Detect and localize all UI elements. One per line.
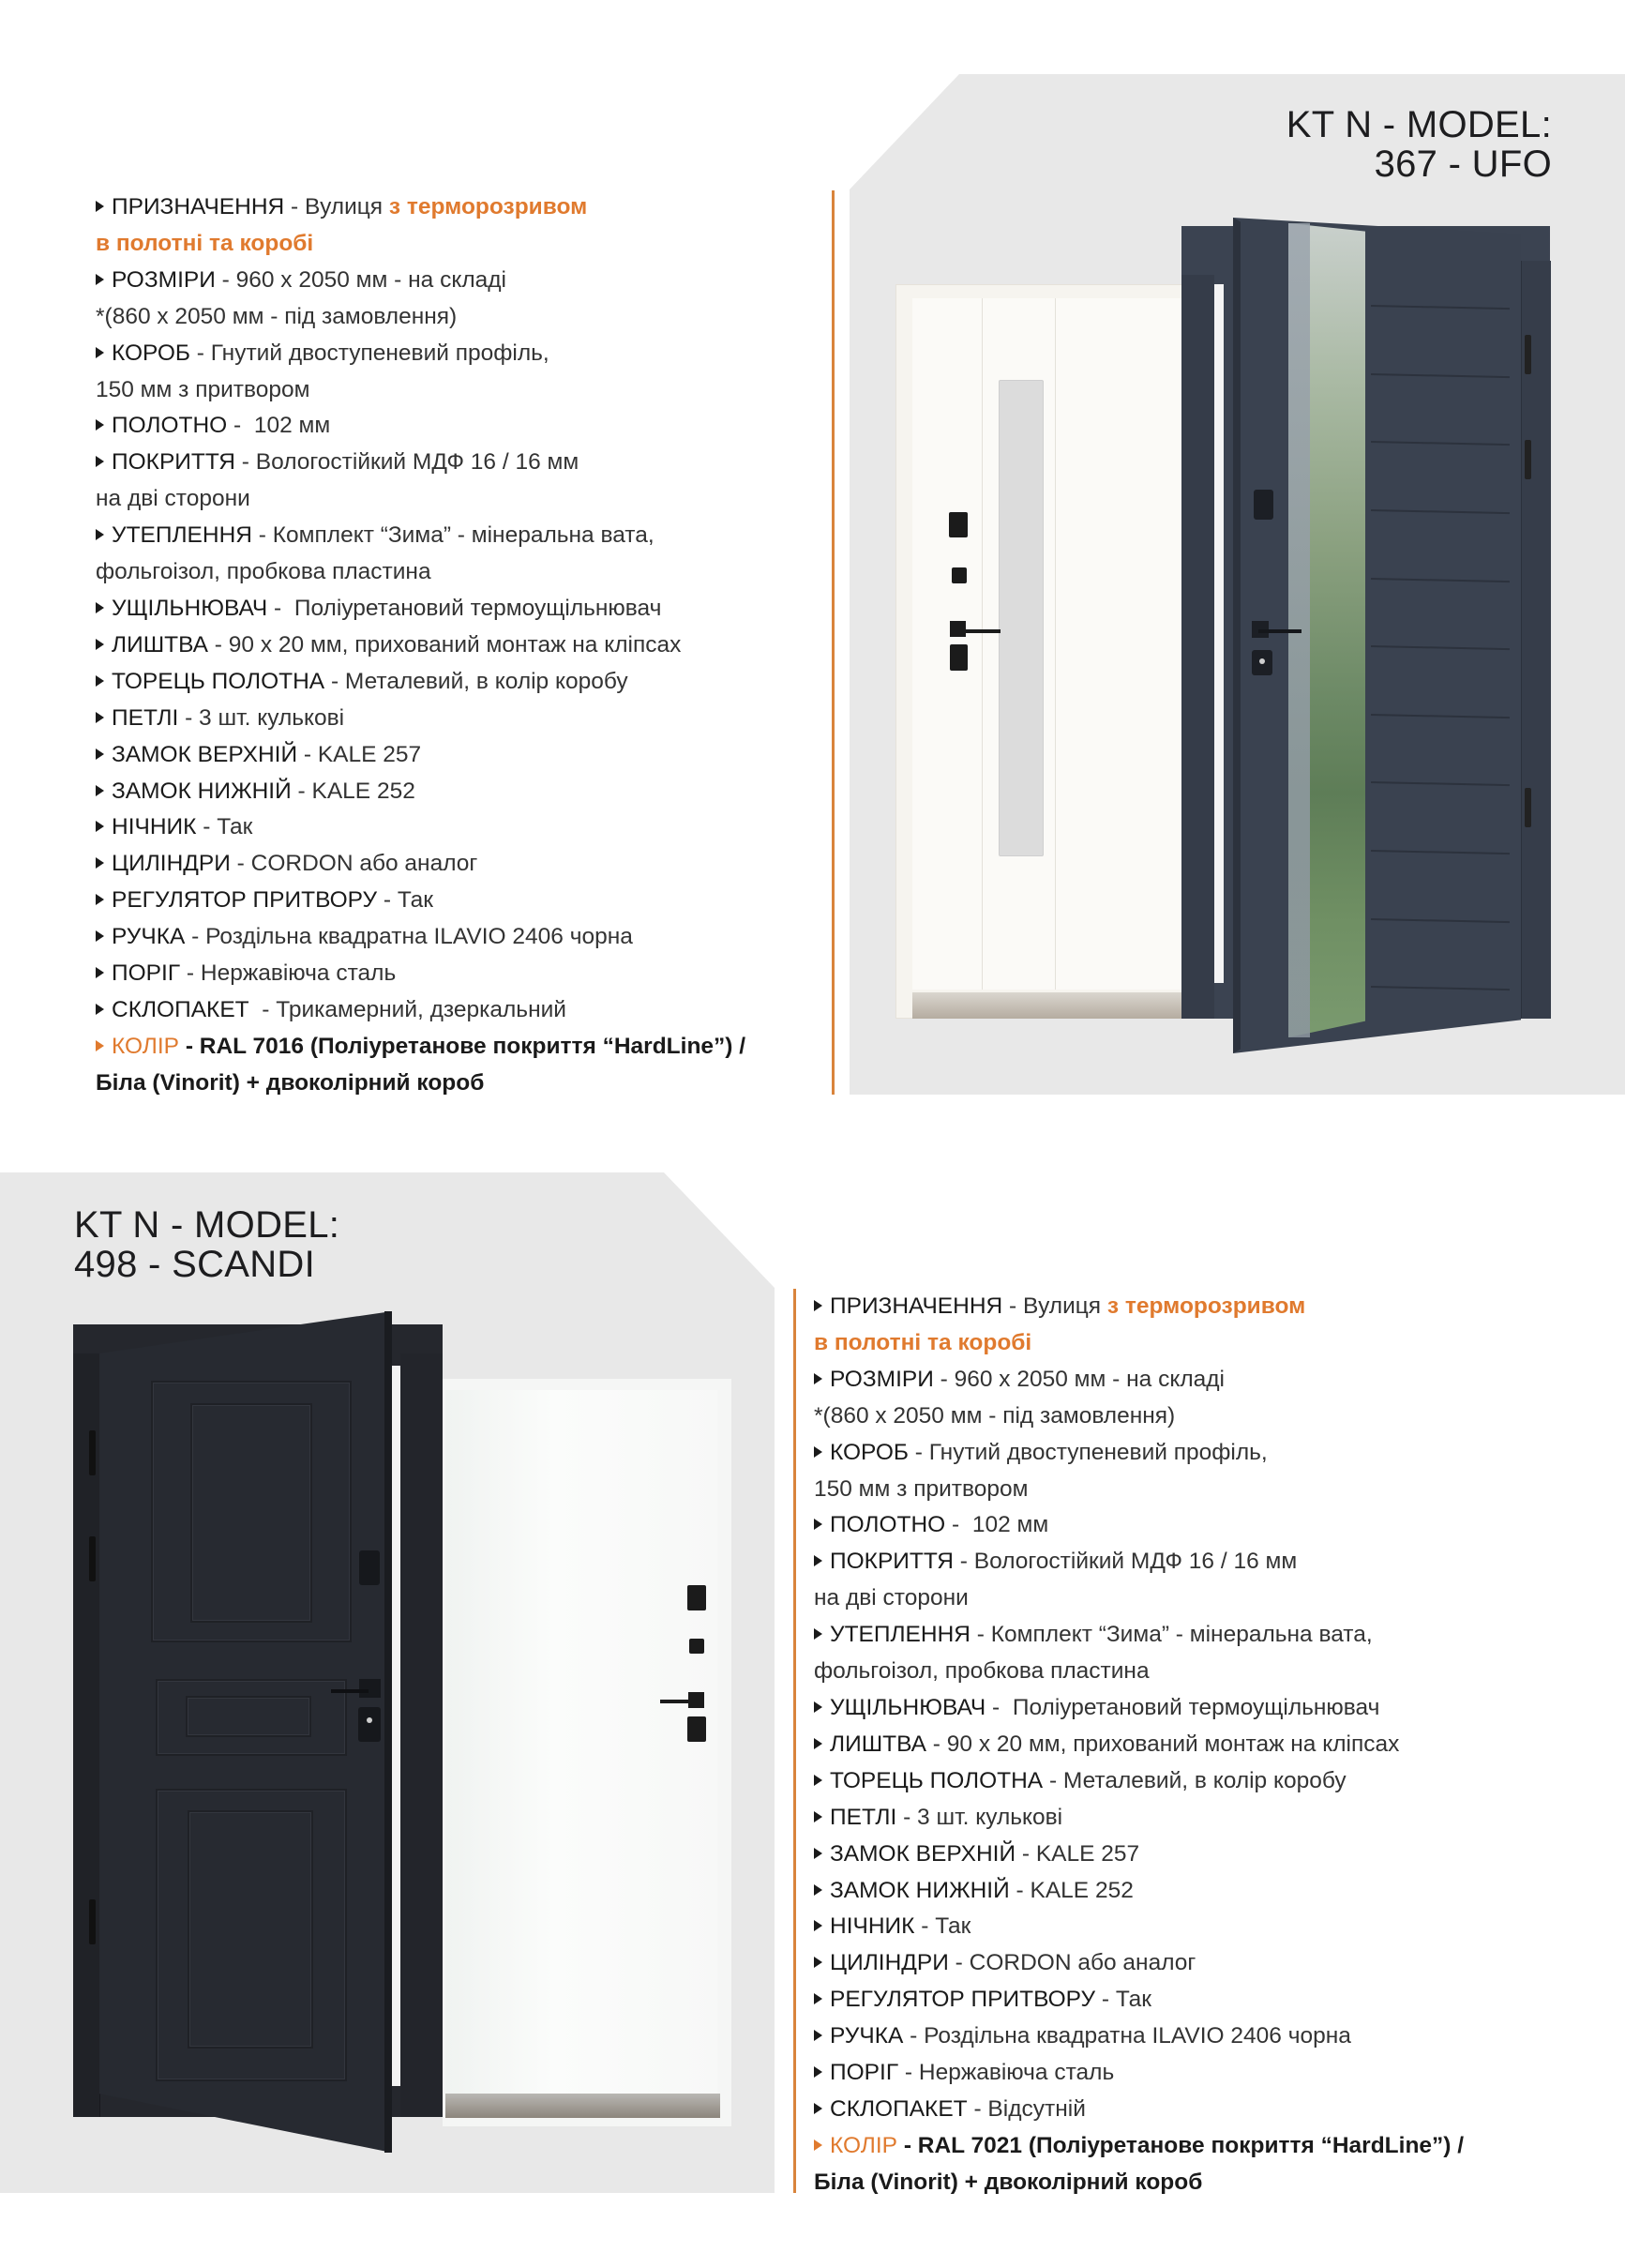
spec-separator: - [1009, 1877, 1031, 1903]
spec-item [96, 627, 745, 664]
frame-gap-slot [1214, 284, 1224, 983]
spec-value: Вулиця [1023, 1293, 1107, 1319]
frame-right-jamb [1521, 261, 1551, 1019]
spec-value: фольгоізол, пробкова пластина [96, 559, 431, 585]
door-exterior-leaf [1233, 218, 1521, 1053]
spec-separator: - [180, 960, 201, 987]
spec-separator: - [297, 741, 318, 767]
spec-value: Комплект “Зима” - мінеральна вата, [990, 1622, 1373, 1648]
spec-key: ЛИШТВА [112, 631, 208, 658]
spec-separator: - [933, 1366, 955, 1392]
bullet-triangle-icon [814, 2139, 822, 2151]
spec-value: Трикамерний, дзеркальний [276, 996, 566, 1022]
model-title [74, 1205, 339, 1284]
spec-value: на дві сторони [96, 486, 250, 512]
frame-inner-jamb [1181, 275, 1214, 1019]
spec-value: KALE 252 [1030, 1877, 1134, 1903]
spec-value: 3 шт. кулькові [199, 704, 345, 731]
spec-continuation-line [96, 299, 745, 336]
bullet-triangle-icon [814, 1701, 822, 1713]
spec-continuation-line [814, 1325, 1464, 1362]
spec-value: *(860 x 2050 мм - під замовлення) [814, 1402, 1176, 1429]
door-handle-icon [956, 629, 1001, 633]
bullet-triangle-icon [96, 201, 104, 212]
night-latch-icon [1254, 490, 1273, 520]
spec-key: ТОРЕЦЬ ПОЛОТНА [830, 1767, 1044, 1793]
spec-item [96, 846, 745, 883]
spec-item [814, 2092, 1464, 2128]
spec-key: РЕГУЛЯТОР ПРИТВОРУ [112, 887, 378, 914]
bullet-triangle-icon [96, 1004, 104, 1015]
spec-continuation-line [814, 1580, 1464, 1617]
spec-continuation-line [96, 226, 745, 263]
bullet-triangle-icon [96, 529, 104, 540]
bullet-triangle-icon [814, 1993, 822, 2004]
door-handle-icon [660, 1700, 698, 1703]
spec-item [96, 336, 745, 372]
spec-item [96, 263, 745, 299]
spec-separator: - [986, 1694, 1013, 1720]
spec-separator: - [1002, 1293, 1024, 1319]
spec-value: 960 x 2050 мм - на складі [235, 266, 506, 293]
spec-separator: - [967, 2095, 988, 2122]
accent-divider-line [832, 190, 835, 1095]
hinge-icon [89, 1899, 96, 1944]
handle-rose-icon [359, 1679, 381, 1698]
spec-separator: - [377, 887, 398, 914]
night-latch-icon [949, 512, 968, 537]
spec-key: УТЕПЛЕННЯ [830, 1622, 970, 1648]
spec-item [814, 1362, 1464, 1399]
spec-value: Вулиця [305, 194, 389, 219]
spec-separator: - [267, 595, 294, 621]
spec-key: КОРОБ [112, 340, 190, 366]
spec-value: Металевий, в колір коробу [344, 668, 628, 694]
spec-separator: - [185, 924, 206, 950]
spec-separator: - [190, 340, 211, 366]
spec-item [814, 1435, 1464, 1472]
spec-key: СКЛОПАКЕТ [830, 2095, 968, 2122]
spec-value: Так [217, 814, 253, 840]
door-interior-groove [1055, 298, 1056, 990]
spec-highlight: в полотні та коробі [96, 230, 314, 256]
door-image-367-ufo [891, 211, 1557, 1060]
spec-value: Поліуретановий термоущільнювач [293, 595, 662, 621]
spec-value: CORDON або аналог [969, 1950, 1196, 1976]
bullet-triangle-icon [814, 1300, 822, 1311]
spec-item [814, 1873, 1464, 1910]
spec-item [96, 1029, 745, 1066]
spec-item [96, 591, 745, 627]
spec-separator: - [248, 996, 277, 1022]
bullet-triangle-icon [96, 785, 104, 796]
bullet-triangle-icon [814, 2030, 822, 2041]
spec-separator: - [898, 2060, 919, 2086]
spec-key: УЩІЛЬНЮВАЧ [830, 1694, 986, 1720]
model-title-line2: 498 - SCANDI [74, 1244, 316, 1285]
spec-item [814, 1727, 1464, 1763]
spec-value: Нержавіюча сталь [200, 960, 397, 987]
spec-continuation-line [814, 1399, 1464, 1435]
bullet-triangle-icon [814, 1957, 822, 1968]
bullet-triangle-icon [814, 2103, 822, 2114]
spec-separator: - [925, 1731, 947, 1757]
door-leaf-edge [384, 1311, 392, 2153]
spec-value: 102 мм [253, 413, 331, 439]
hinge-icon [1525, 788, 1531, 827]
door-interior-leaf [445, 1390, 717, 2094]
spec-separator: - [903, 2023, 925, 2049]
spec-item [96, 445, 745, 481]
bullet-triangle-icon [814, 1738, 822, 1749]
bullet-triangle-icon [814, 1775, 822, 1786]
spec-value: 150 мм з притвором [96, 376, 310, 402]
spec-separator: - [970, 1622, 991, 1648]
spec-value: 90 x 20 мм, прихований монтаж на кліпсах [228, 631, 682, 658]
spec-item [96, 189, 745, 226]
spec-key: ТОРЕЦЬ ПОЛОТНА [112, 668, 325, 694]
hinge-icon [1525, 335, 1531, 374]
spec-item [96, 774, 745, 810]
night-latch-icon [359, 1550, 380, 1585]
spec-key: НІЧНИК [112, 814, 197, 840]
spec-separator: - [284, 194, 306, 219]
spec-continuation-line [814, 2165, 1464, 2201]
door-image-498-scandi [66, 1304, 741, 2167]
bullet-triangle-icon [96, 930, 104, 942]
spec-item [814, 1690, 1464, 1727]
spec-item [814, 1763, 1464, 1800]
spec-key: ПОРІГ [112, 960, 181, 987]
spec-highlight: з терморозривом [1106, 1293, 1306, 1319]
spec-item [814, 1544, 1464, 1580]
spec-key: ПЕТЛІ [830, 1804, 897, 1830]
spec-value: Вологостійкий МДФ 16 / 16 мм [973, 1549, 1298, 1575]
spec-value: KALE 257 [1035, 1840, 1140, 1867]
bullet-triangle-icon [814, 1373, 822, 1384]
spec-value: Комплект “Зима” - мінеральна вата, [272, 522, 655, 549]
accent-divider-line [793, 1289, 796, 2193]
bullet-triangle-icon [814, 1519, 822, 1530]
spec-key: ПОЛОТНО [112, 413, 228, 439]
spec-separator: - [914, 1913, 936, 1940]
spec-value: Роздільна квадратна ILAVIO 2406 чорна [205, 924, 633, 950]
spec-key: ПОЛОТНО [830, 1512, 946, 1538]
bullet-triangle-icon [96, 419, 104, 431]
spec-item [96, 992, 745, 1029]
lower-lock-icon [358, 1707, 381, 1742]
moulding-inner-middle [186, 1696, 311, 1737]
spec-separator: - [909, 1439, 929, 1465]
keyhole-icon [367, 1717, 372, 1723]
spec-value: 102 мм [971, 1512, 1049, 1538]
spec-separator: - [1016, 1840, 1036, 1867]
spec-separator: - [953, 1549, 974, 1575]
spec-key: РОЗМІРИ [112, 266, 216, 293]
spec-key: РУЧКА [112, 924, 186, 950]
spec-key: ПОКРИТТЯ [830, 1549, 954, 1575]
spec-continuation-line [814, 1472, 1464, 1508]
spec-value: Так [1115, 1987, 1152, 2013]
frame-gap-slot [392, 1366, 400, 2086]
spec-continuation-line [96, 481, 745, 518]
spec-separator: - [230, 851, 251, 877]
spec-key: КОРОБ [830, 1439, 909, 1465]
spec-item [814, 1837, 1464, 1873]
bullet-triangle-icon [814, 1884, 822, 1896]
moulding-inner-top [190, 1403, 312, 1623]
spec-separator: - [234, 449, 256, 476]
spec-item [96, 809, 745, 846]
spec-separator: - [948, 1950, 970, 1976]
spec-value: Гнутий двоступеневий профіль, [210, 340, 549, 366]
frame-left-jamb [73, 1353, 100, 2117]
lock-cylinder-icon [952, 567, 967, 583]
spec-item [814, 1800, 1464, 1837]
bullet-triangle-icon [96, 639, 104, 650]
bullet-triangle-icon [96, 274, 104, 285]
spec-separator: - [896, 1804, 918, 1830]
spec-continuation-line [96, 554, 745, 591]
spec-value: *(860 x 2050 мм - під замовлення) [96, 303, 458, 329]
spec-value: KALE 257 [317, 741, 422, 767]
spec-value: 90 x 20 мм, прихований монтаж на кліпсах [946, 1731, 1400, 1757]
spec-key: ЛИШТВА [830, 1731, 926, 1757]
spec-item [96, 664, 745, 701]
spec-value-bold: RAL 7021 (Поліуретанове покриття “HardLine”) / [917, 2132, 1465, 2158]
spec-item [814, 1945, 1464, 1982]
spec-key: ПОРІГ [830, 2060, 899, 2086]
lower-lock-icon [950, 644, 968, 671]
bullet-triangle-icon [96, 967, 104, 978]
bullet-triangle-icon [814, 1628, 822, 1640]
spec-item [96, 883, 745, 919]
spec-key: ЦИЛІНДРИ [112, 851, 231, 877]
spec-value: на дві сторони [814, 1585, 969, 1611]
spec-list [96, 189, 745, 1102]
bullet-triangle-icon [96, 1040, 104, 1051]
spec-key: ПЕТЛІ [112, 704, 179, 731]
spec-item [814, 1507, 1464, 1544]
bullet-triangle-icon [814, 1555, 822, 1566]
spec-value-bold: Біла (Vinorit) + двоколірний короб [96, 1069, 485, 1096]
door-handle-icon [331, 1689, 369, 1693]
spec-item [814, 1289, 1464, 1325]
spec-key: НІЧНИК [830, 1913, 915, 1940]
spec-continuation-line [96, 1066, 745, 1102]
spec-key: ЗАМОК НИЖНІЙ [830, 1877, 1010, 1903]
spec-separator: - [179, 1033, 200, 1059]
model-title-line1: KT N - MODEL: [74, 1204, 340, 1246]
spec-value: 3 шт. кулькові [917, 1804, 1063, 1830]
lower-lock-icon [687, 1716, 706, 1742]
spec-item [96, 701, 745, 737]
spec-value: Нержавіюча сталь [918, 2060, 1115, 2086]
hinge-icon [1525, 440, 1531, 479]
spec-key: РОЗМІРИ [830, 1366, 934, 1392]
spec-key: ПРИЗНАЧЕННЯ [830, 1293, 1003, 1319]
spec-item [814, 2055, 1464, 2092]
spec-key: УТЕПЛЕННЯ [112, 522, 252, 549]
spec-item [96, 408, 745, 445]
bullet-triangle-icon [96, 675, 104, 687]
keyhole-icon [1259, 658, 1265, 664]
spec-item [96, 518, 745, 554]
frame-right-jamb [400, 1353, 443, 2117]
spec-separator: - [324, 668, 345, 694]
night-latch-icon [687, 1585, 706, 1610]
spec-highlight: в полотні та коробі [814, 1329, 1032, 1355]
bullet-triangle-icon [814, 1920, 822, 1931]
spec-separator: - [1043, 1767, 1063, 1793]
spec-key: СКЛОПАКЕТ [112, 996, 249, 1022]
bullet-triangle-icon [96, 712, 104, 723]
model-title-line1: KT N - MODEL: [1286, 104, 1552, 145]
spec-key: ЗАМОК ВЕРХНІЙ [112, 741, 298, 767]
spec-separator: - [897, 2132, 918, 2158]
bullet-triangle-icon [96, 748, 104, 760]
spec-separator: - [227, 413, 254, 439]
spec-item [814, 2019, 1464, 2055]
hinge-icon [89, 1536, 96, 1581]
threshold [912, 992, 1181, 1019]
spec-value-bold: Біла (Vinorit) + двоколірний короб [814, 2169, 1203, 2195]
spec-separator: - [207, 631, 229, 658]
bullet-triangle-icon [96, 821, 104, 832]
spec-value: фольгоізол, пробкова пластина [814, 1658, 1150, 1685]
bullet-triangle-icon [96, 857, 104, 869]
spec-key: УЩІЛЬНЮВАЧ [112, 595, 268, 621]
spec-separator: - [1095, 1987, 1116, 2013]
model-title [1219, 105, 1552, 184]
spec-list [814, 1289, 1464, 2201]
spec-item [96, 737, 745, 774]
bullet-triangle-icon [96, 602, 104, 613]
spec-value: Вологостійкий МДФ 16 / 16 мм [255, 449, 579, 476]
spec-key: РЕГУЛЯТОР ПРИТВОРУ [830, 1987, 1096, 2013]
lock-cylinder-icon [689, 1639, 704, 1654]
spec-item [814, 1617, 1464, 1654]
spec-item [814, 1909, 1464, 1945]
spec-key: ПРИЗНАЧЕННЯ [112, 194, 285, 219]
spec-key: ЗАМОК НИЖНІЙ [112, 778, 292, 804]
spec-separator: - [215, 266, 236, 293]
model-title-line2: 367 - UFO [1374, 144, 1552, 185]
door-handle-icon [1258, 629, 1302, 633]
bullet-triangle-icon [814, 1848, 822, 1859]
spec-key: КОЛІР [112, 1033, 180, 1059]
spec-separator: - [196, 814, 218, 840]
bullet-triangle-icon [96, 894, 104, 905]
bullet-triangle-icon [96, 456, 104, 467]
spec-value: Так [397, 887, 434, 914]
bullet-triangle-icon [814, 1446, 822, 1458]
spec-separator: - [251, 522, 273, 549]
bullet-triangle-icon [96, 347, 104, 358]
spec-item [814, 2128, 1464, 2165]
spec-key: РУЧКА [830, 2023, 904, 2049]
spec-key: ПОКРИТТЯ [112, 449, 235, 476]
threshold [445, 2094, 720, 2118]
door-interior-groove [982, 298, 983, 990]
spec-value: Роздільна квадратна ILAVIO 2406 чорна [924, 2023, 1351, 2049]
spec-value: 150 мм з притвором [814, 1475, 1029, 1502]
spec-item [96, 956, 745, 992]
bullet-triangle-icon [814, 1811, 822, 1822]
spec-value: CORDON або аналог [250, 851, 478, 877]
moulding-inner-bottom [188, 1810, 313, 2049]
frosted-glass-insert [999, 380, 1044, 856]
door-leaf-edge-shadow [1233, 218, 1241, 1053]
spec-value: Гнутий двоступеневий профіль, [928, 1439, 1268, 1465]
spec-value: Металевий, в колір коробу [1062, 1767, 1347, 1793]
spec-separator: - [945, 1512, 972, 1538]
spec-continuation-line [814, 1654, 1464, 1690]
spec-item [96, 919, 745, 956]
spec-value: Відсутній [987, 2095, 1086, 2122]
spec-separator: - [291, 778, 312, 804]
spec-key: ЗАМОК ВЕРХНІЙ [830, 1840, 1016, 1867]
spec-value: Поліуретановий термоущільнювач [1012, 1694, 1380, 1720]
spec-value-bold: RAL 7016 (Поліуретанове покриття “HardLine”) / [199, 1033, 746, 1059]
spec-key: ЦИЛІНДРИ [830, 1950, 949, 1976]
spec-value: KALE 252 [311, 778, 415, 804]
spec-highlight: з терморозривом [388, 194, 588, 219]
spec-continuation-line [96, 372, 745, 409]
bullet-triangle-icon [814, 2066, 822, 2078]
spec-separator: - [178, 704, 200, 731]
spec-value: Так [935, 1913, 971, 1940]
spec-key: КОЛІР [830, 2132, 898, 2158]
hinge-icon [89, 1430, 96, 1475]
spec-value: 960 x 2050 мм - на складі [954, 1366, 1225, 1392]
spec-item [814, 1982, 1464, 2019]
